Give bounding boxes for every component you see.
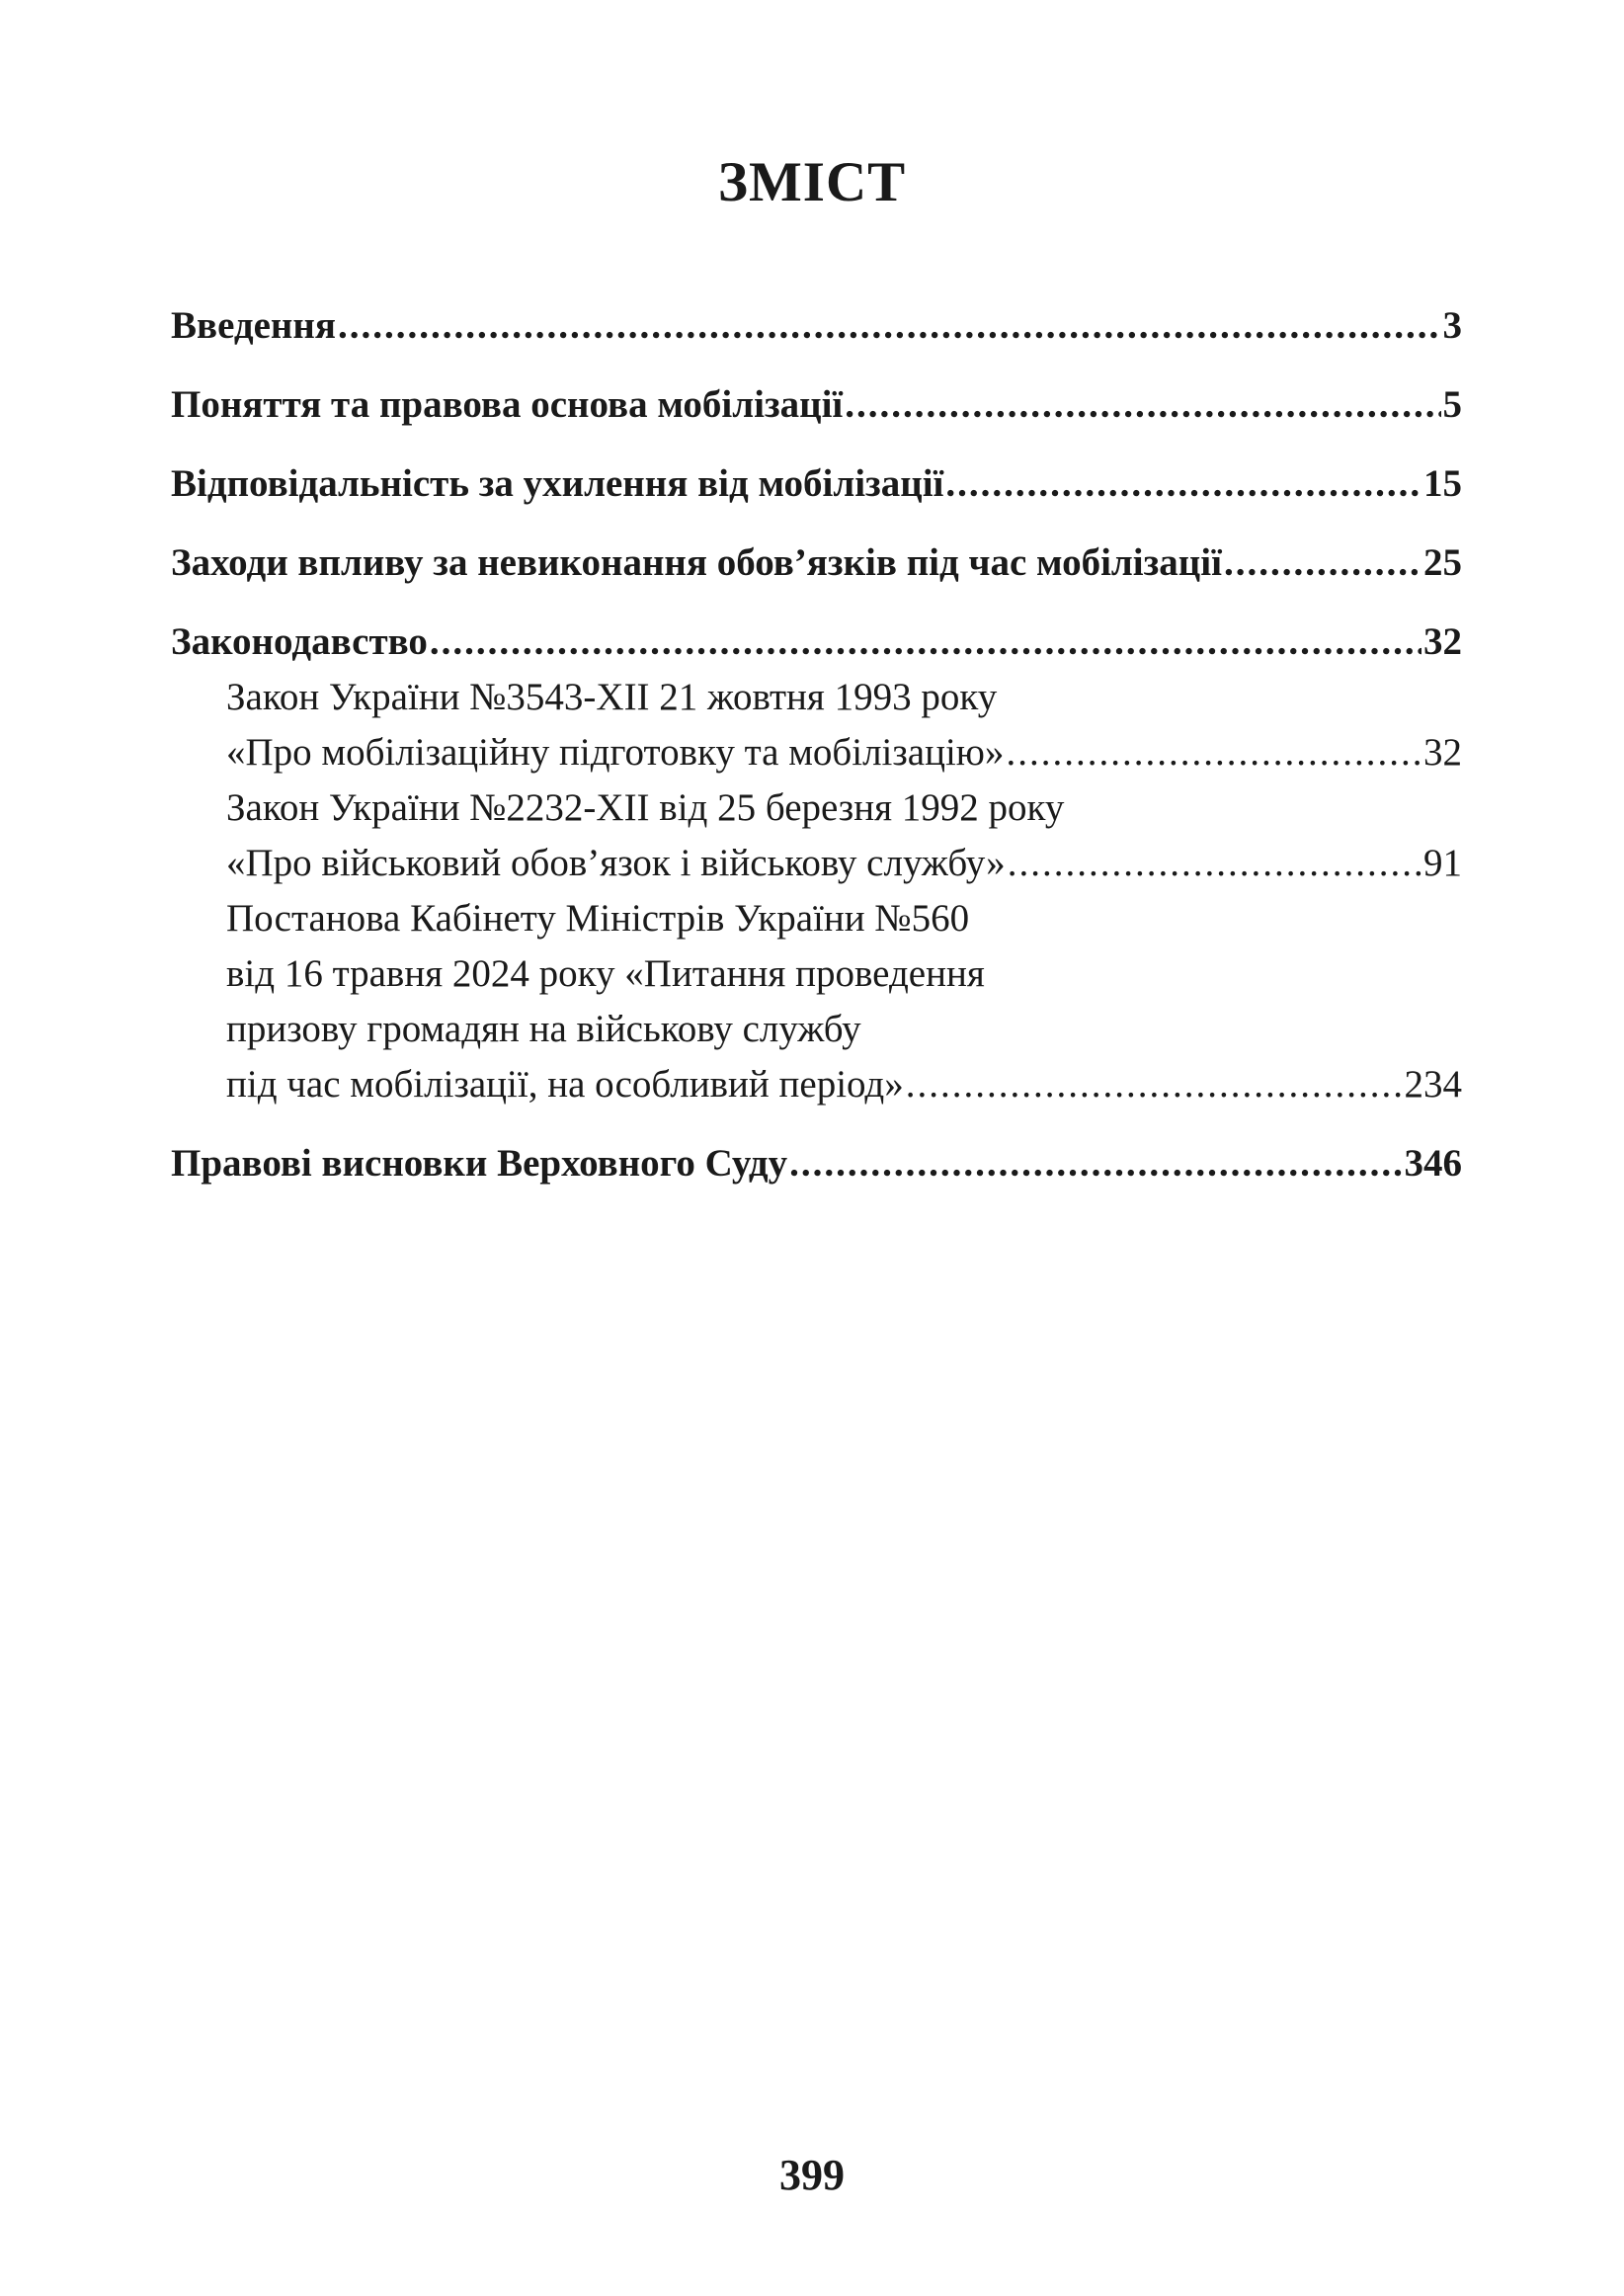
dot-leader <box>1006 725 1421 780</box>
toc-entry-label: Законодавство <box>171 620 428 663</box>
dot-leader <box>945 456 1421 512</box>
table-of-contents <box>171 298 1462 1191</box>
toc-entry-intro[interactable] <box>171 298 1462 354</box>
page-number: 399 <box>779 2151 845 2199</box>
dot-leader <box>338 298 1441 354</box>
dot-leader <box>789 1136 1402 1191</box>
toc-entry-page: 32 <box>1423 620 1462 663</box>
toc-subentry-label: «Про військовий обов’язок і військову службу» <box>226 842 1006 884</box>
toc-subentry-line: Постанова Кабінету Міністрів України №560 <box>226 897 970 940</box>
dot-leader <box>1008 836 1421 891</box>
toc-entry-label: Поняття та правова основа мобілізації <box>171 383 844 426</box>
toc-entry-label: Заходи впливу за невиконання обов’язків під час мобілізації <box>171 541 1222 584</box>
toc-entry-label: Відповідальність за ухилення від мобілізації <box>171 462 944 505</box>
toc-entry-page: 346 <box>1404 1142 1462 1185</box>
toc-entry-label: Введення <box>171 304 336 347</box>
dot-leader <box>1224 535 1421 591</box>
toc-subentry-resolution-560[interactable] <box>171 1057 1462 1112</box>
toc-subentry-label: «Про мобілізаційну підготовку та мобілізацію» <box>226 731 1005 774</box>
toc-entry-legislation[interactable] <box>171 615 1462 670</box>
dot-leader <box>430 615 1421 670</box>
page-title: ЗМІСТ <box>717 151 907 213</box>
toc-entry-label: Правові висновки Верховного Суду <box>171 1142 788 1185</box>
toc-subentry-line: призову громадян на військову службу <box>226 1008 861 1050</box>
toc-subentry-law-3543[interactable] <box>171 725 1462 780</box>
toc-entry-court[interactable] <box>171 1136 1462 1191</box>
toc-subentry-page: 91 <box>1423 842 1462 884</box>
toc-subentry-line: Закон України №2232-XII від 25 березня 1992 року <box>226 786 1065 829</box>
toc-entry-page: 5 <box>1442 383 1462 426</box>
toc-entry-measures[interactable] <box>171 535 1462 591</box>
toc-subentry-law-2232[interactable] <box>171 836 1462 891</box>
toc-entry-page: 25 <box>1423 541 1462 584</box>
toc-entry-concept[interactable] <box>171 377 1462 433</box>
toc-entry-page: 15 <box>1423 462 1462 505</box>
toc-subentry-line: Закон України №3543-XII 21 жовтня 1993 року <box>226 676 998 718</box>
toc-subentry-page: 234 <box>1404 1063 1462 1106</box>
dot-leader <box>906 1057 1403 1112</box>
toc-entry-liability[interactable] <box>171 456 1462 512</box>
dot-leader <box>845 377 1440 433</box>
toc-subentry-line: від 16 травня 2024 року «Питання проведення <box>226 952 985 995</box>
toc-subentry-page: 32 <box>1423 731 1462 774</box>
toc-subentry-label: під час мобілізації, на особливий період» <box>226 1063 904 1106</box>
toc-entry-page: 3 <box>1442 304 1462 347</box>
